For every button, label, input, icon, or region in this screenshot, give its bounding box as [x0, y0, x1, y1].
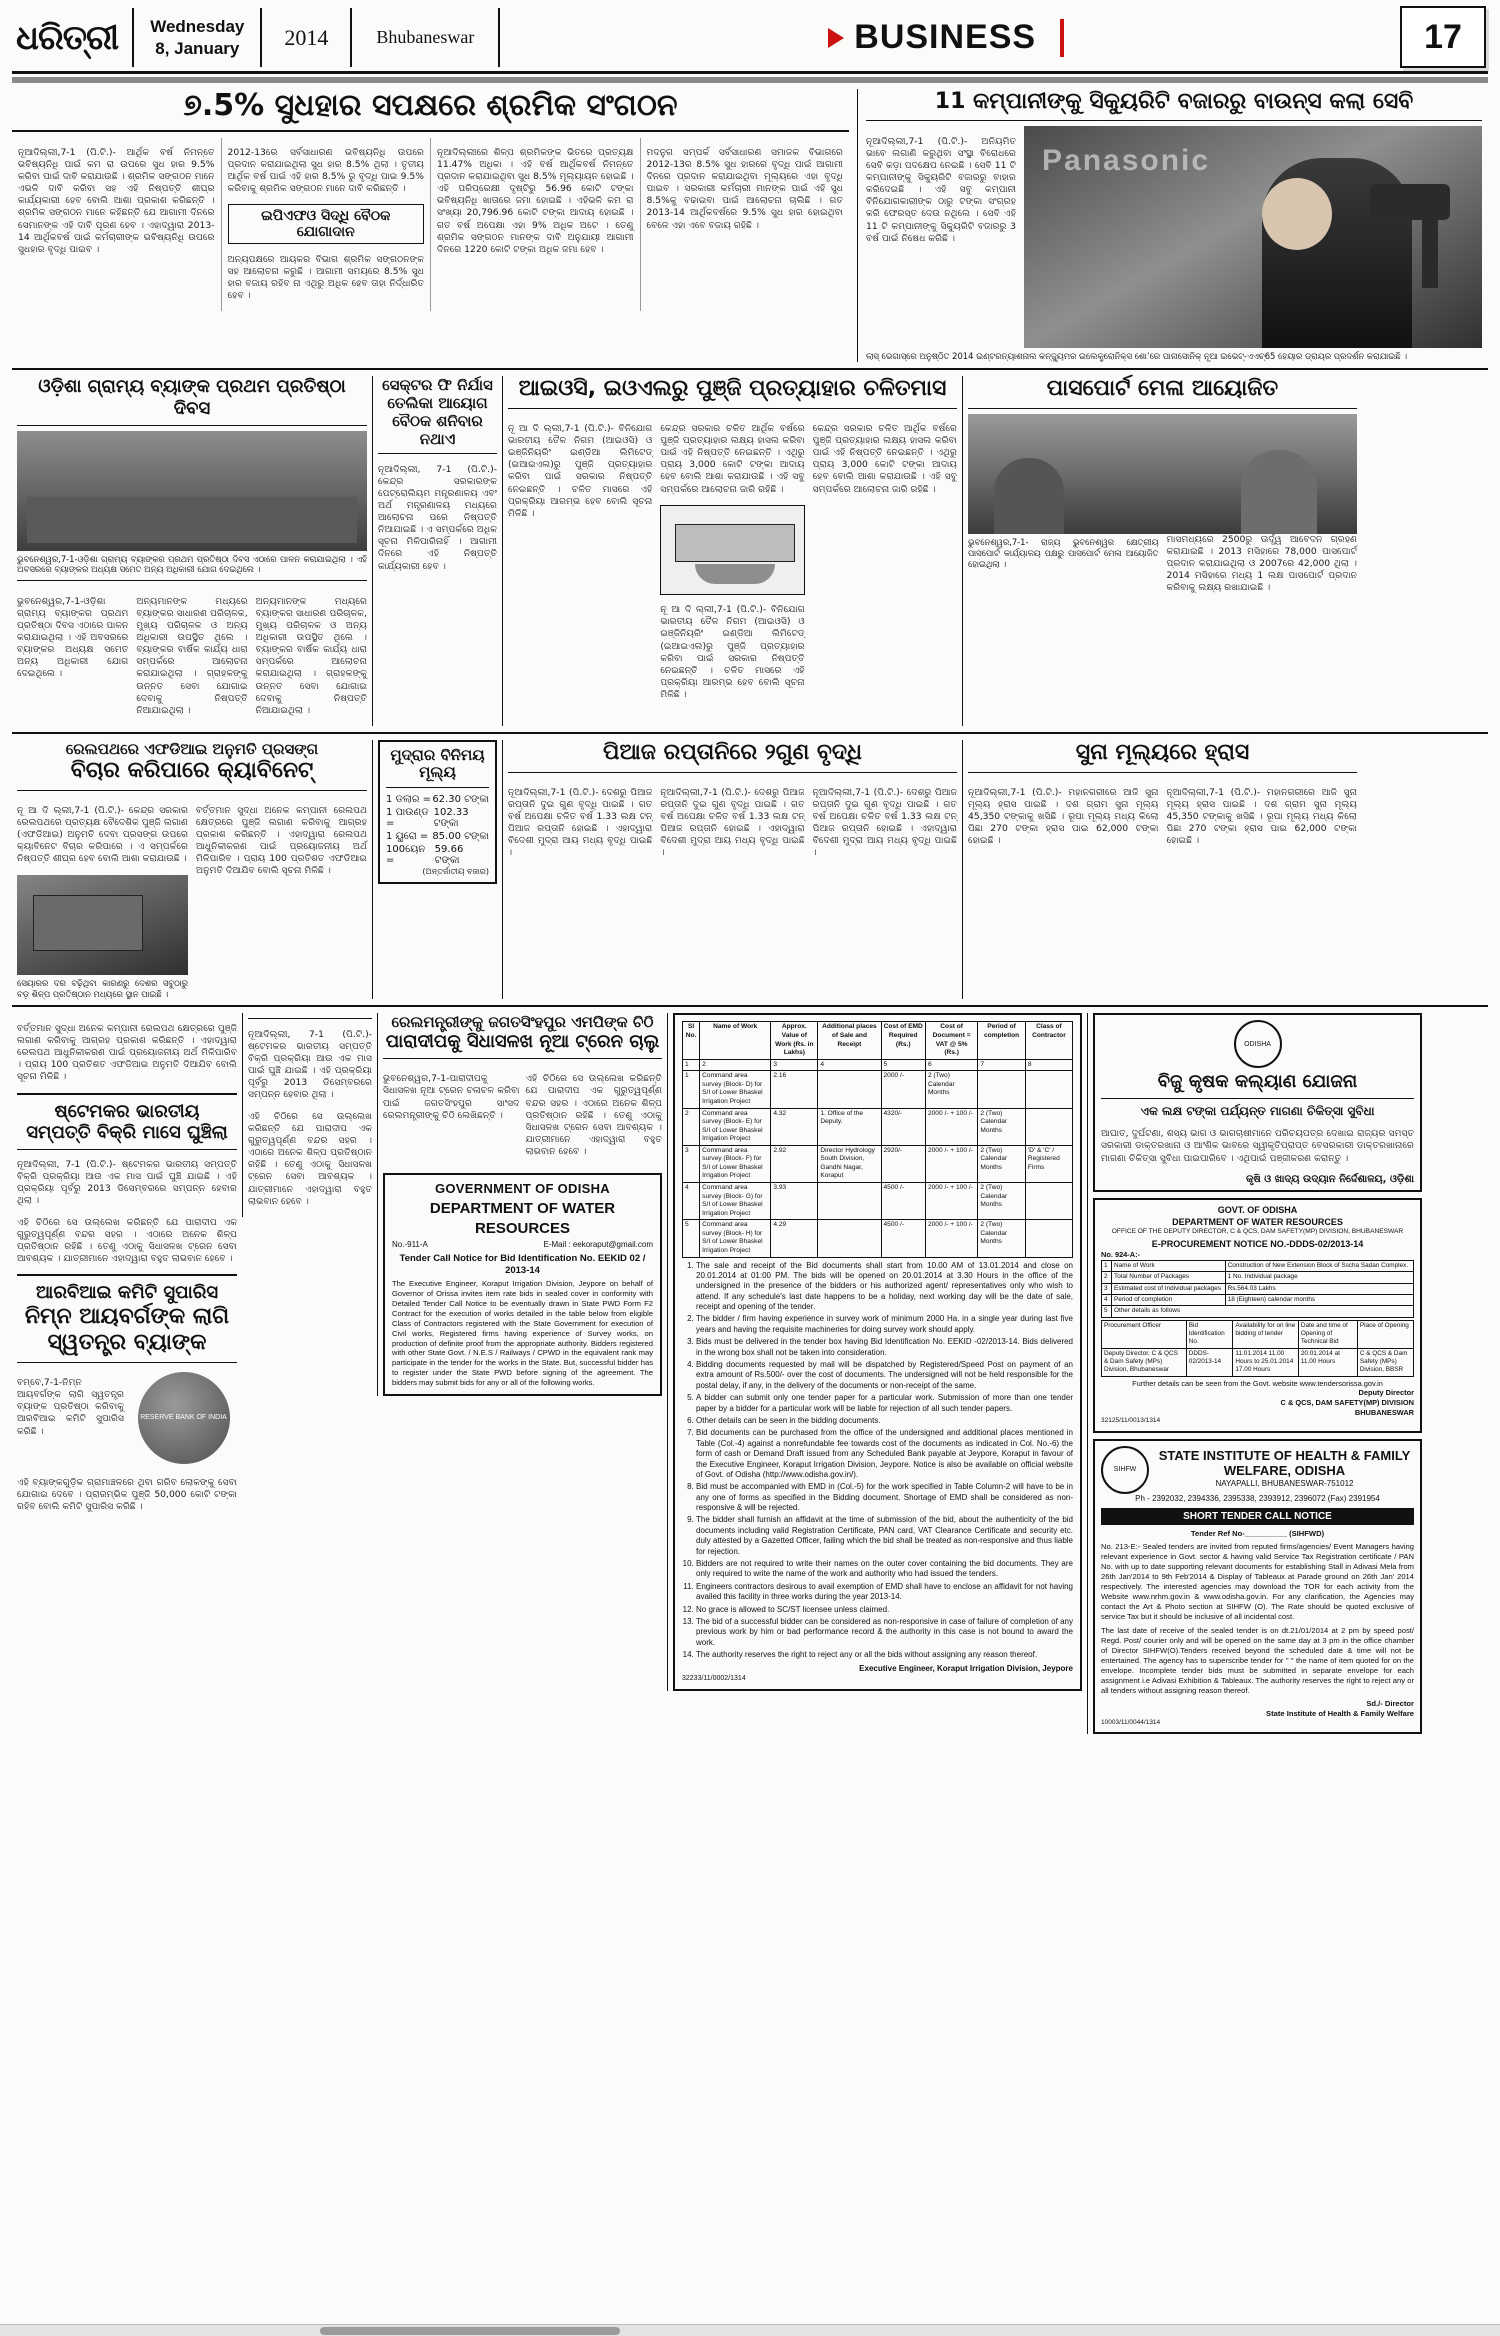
panasonic-photo: Panasonic: [1024, 126, 1482, 348]
fx-box: [378, 740, 497, 884]
infra-body: ନୂଆଦିଲ୍ଲୀ, 7-1 (ପି.ଟି.)- ଷ୍ଟେମକର ଭାରତୀୟ ସମ୍ପତ୍ତି ବିକ୍ରି ପ୍ରକ୍ରିୟା ଆଉ ଏକ ମାସ ପାଇଁ ଘୁଞ୍ଚି ଯାଇଛି । ଏହି ପ୍ରକ୍ରିୟା ପୂର୍ବରୁ 2013 ଡିସେମ୍ବରରେ ସମ୍ପନ୍ନ ହେବାର ଥିଲା ।: [248, 1028, 372, 1101]
th: Date and time of Opening of Technical Bid: [1298, 1320, 1357, 1348]
tender-signature: Executive Engineer, Koraput Irrigation Division, Jeypore: [859, 1663, 1073, 1673]
td: 2 (Two) Calendar Months: [978, 1183, 1026, 1220]
tender-clauses: [682, 1261, 1073, 1661]
onion-body-1: ନୂଆଦିଲ୍ଲୀ,7-1 (ପି.ଟି.)- ଦେଶରୁ ପିଆଜ ରପ୍ତାନି ଦୁଇ ଗୁଣ ବୃଦ୍ଧି ପାଇଛି । ଗତ ବର୍ଷ ଅପେକ୍ଷା ଚଳିତ ବର୍ଷ 1.33 ଲକ୍ଷ ଟନ୍ ପିଆଜ ରପ୍ତାନି ହୋଇଛି । ଏହାଦ୍ୱାରା ବିଦେଶୀ ମୁଦ୍ରା ଆୟ ମଧ୍ୟ ବୃଦ୍ଧି ପାଇଛି ।: [508, 786, 653, 859]
newspaper-logo: ଧରିତ୍ରୀ: [12, 8, 134, 67]
table-row: [1102, 1272, 1414, 1283]
rail-fdi-body-2: ବର୍ତ୍ତମାନ ସୁଦ୍ଧା ଅନେକ କମ୍ପାନୀ ରେଲପଥ କ୍ଷେତ୍ରରେ ପୁଞ୍ଜି ଲଗାଣ କରିବାକୁ ଆଗ୍ରହ ପ୍ରକାଶ କରିଛନ୍ତି । ଏହାଦ୍ୱାରା ରେଲପଥ ଆଧୁନିକୀକରଣ ପାଇଁ ପ୍ରୟୋଜନୀୟ ଅର୍ଥ ମିଳିପାରିବ । ପ୍ରାୟ 100 ପ୍ରତିଶତ ଏଫଡିଆଇ ଅନୁମତି ଦିଆଯିବ ବୋଲି ସୂଚନା ମିଳିଛି ।: [196, 804, 367, 877]
lead-col2: 2012-13ରେ ସର୍ବସାଧାରଣ ଭବିଷ୍ୟନିଧି ଉପରେ ପ୍ରଦାନ କରାଯାଇଥିଲା ସୁଧ ହାର 8.5% ଥିଲା । ତୃତୀୟ ଆର୍ଥିକ ବର୍ଷ ପାଇଁ ଏହି ହାର 8.5% ରୁ ବୃଦ୍ଧି ପାଇ 9.5% କରିବାକୁ ଶ୍ରମିକ ସଙ୍ଗଠନ ମାନେ ଦାବି କରିଛନ୍ତି ।: [227, 146, 424, 195]
td: 'D' & 'C' / Registered Firms: [1025, 1145, 1072, 1182]
th: Place of Opening: [1357, 1320, 1413, 1348]
ioc-body-2: କେନ୍ଦ୍ର ସରକାର ଚଳିତ ଆର୍ଥିକ ବର୍ଷରେ ପୁଞ୍ଜି ପ୍ରତ୍ୟାହାର ଲକ୍ଷ୍ୟ ହାସଲ କରିବା ପାଇଁ ଏହି ନିଷ୍ପତ୍ତି ନେଇଛନ୍ତି । ଏଥିରୁ ପ୍ରାୟ 3,000 କୋଟି ଟଙ୍କା ଆଦାୟ ହେବ ବୋଲି ଆଶା କରାଯାଉଛି । ଏହି ସବୁ ସମ୍ପର୍କରେ ଆଲୋଚନା ଜାରି ରହିଛି ।: [660, 422, 805, 495]
panasonic-body: ନୂଆଦିଲ୍ଲୀ,7-1 (ପି.ଟି.)- ଅନିୟମିତ ଭାବେ ଲଗାଣି କରୁଥିବା ସଂସ୍ଥା ବିରୋଧରେ ସେବି କଡ଼ା ପଦକ୍ଷେପ ନେଇଛି । ସେବି 11 ଟି କମ୍ପାନୀଙ୍କୁ ସିକ୍ୟୁରିଟି ବଜାରରୁ ବାହାର କରିଦେଇଛି । ଏହି ସବୁ କମ୍ପାନୀ ବିନିଯୋଗକାରୀଙ୍କ ଠାରୁ ଟଙ୍କା ସଂଗ୍ରହ କରି ଫେରସ୍ତ ଦେଉ ନଥିଲେ । ସେବି ଏହି 11 ଟି କମ୍ପାନୀଙ୍କୁ ସିକ୍ୟୁରିଟି ବଜାରରୁ 3 ବର୍ଷ ପାଇଁ ନିଷେଧ କରିଛି ।: [866, 135, 1016, 244]
td: 2000 /-: [881, 1071, 925, 1108]
sihfw-sig-1: Sd./- Director: [1366, 1698, 1414, 1708]
masthead-rule: [12, 77, 1488, 83]
tender-notice: [383, 1173, 662, 1395]
td: 4500 /-: [881, 1183, 925, 1220]
lead-col4: ମଦନୁଗ ସମ୍ପର୍କ ସର୍ବସାଧାରଣ ସମାଜକ ବିଭାଗରେ 2012-13ର 8.5% ସୁଧ ହାରରେ ବୃଦ୍ଧି ପାଇଁ ଆଗାମୀ ଦିନରେ ପ୍ରଦାନ କରାଯାଇଥିବା ମୂଲ୍ୟରେ ଏହା ବୃଦ୍ଧି ପାଇବ । ସରକାରୀ କର୍ମଚାରୀ ମାନଙ୍କ ପାଇଁ ଏହି ସୁଧ 8.5%କୁ ବଢାଇବା ପାଇଁ ଆଲୋଚନା ଚାଲିଛି । ଗତ 2013-14 ଆର୍ଥିକବର୍ଷରେ 9.5% ସୁଧ ହାର ହୋଇଥିବା ବେଳେ ଏହା ଏବେ ବଜାୟ ରହିଛି ।: [646, 146, 843, 231]
ioc-headline: ଆଇଓସି, ଇଓଏଲରୁ ପୁଞ୍ଜି ପ୍ରତ୍ୟାହାର ଚଳିତମାସ: [518, 376, 947, 402]
td: 5: [1102, 1306, 1112, 1317]
table-row: [1102, 1295, 1414, 1306]
scrollbar-thumb[interactable]: [320, 2327, 620, 2335]
td: [818, 1071, 881, 1108]
td: 2: [1102, 1272, 1112, 1283]
tender-gov: GOVERNMENT OF ODISHA: [434, 1181, 610, 1197]
panasonic-caption: ଲାସ୍ ଭେଗାସ୍‌ରେ ଅନୁଷ୍ଠିତ 2014 ଇଣ୍ଟରନ୍ୟାଶନାଲ କନ୍ଜ୍ୟୁମର ଇଲେକ୍ଟ୍ରୋନିକ୍ସ ଶୋ’ରେ ପାନାସୋନିକ୍ ନୂଆ ଇଭେଟ୍-ଏଏଚ୍65 ହେୟାର ଡ୍ରାୟର ପ୍ରଦର୍ଶନ କରାଯାଇଛି ।: [866, 351, 1407, 362]
scrollbar[interactable]: [0, 2324, 1500, 2336]
td: 2: [683, 1108, 700, 1145]
td: 3: [1102, 1283, 1112, 1294]
tender-clause: 9. The bidder shall furnish an affidavit at the time of submission of the bid, about the authenticity of the bid documents including valid Registration Certificate, PAN card, VAT Clearance Certificate and security etc. duly attested by a Gazetted Officer, failing which the bid shall be treated as non-responsive and thus liable for rejection.: [696, 1515, 1073, 1557]
td: 4: [1102, 1295, 1112, 1306]
rail-fdi-body: ନୂ ଆ ଦି ଲ୍ଲୀ,7-1 (ପି.ଟି.)- କେନ୍ଦ୍ର ସରକାର ରେଲପଥରେ ପ୍ରତ୍ୟକ୍ଷ ବୈଦେଶିକ ପୁଞ୍ଜି ଲଗାଣ (ଏଫଡିଆଇ) ଅନୁମତି ଦେବା ପ୍ରସଙ୍ଗ ଉପରେ କ୍ୟାବିନେଟ ବିଚାର କରିପାରେ । ଏ ସମ୍ପର୍କରେ ନିଷ୍ପତ୍ତି ଶୀଘ୍ର ହେବ ବୋଲି ଆଶା କରାଯାଉଛି ।: [17, 804, 188, 865]
td: 18 (Eighteen) calendar months: [1225, 1295, 1413, 1306]
rail-fdi-headline: ବିଚାର କରିପାରେ କ୍ୟାବିନେଟ୍: [70, 758, 314, 784]
tender-dept: DEPARTMENT OF WATER RESOURCES: [429, 1200, 616, 1237]
section-name: BUSINESS: [854, 18, 1037, 56]
paradip-headline: ପାରାଦୀପକୁ ସିଧାସଳଖ ନୂଆ ଟ୍ରେନ ଚାଲୁ: [385, 1031, 660, 1053]
red-divider: [1060, 19, 1064, 57]
paradip-body: ଭୁବନେଶ୍ୱର,7-1-ପାରାଦୀପକୁ ସିଧାସଳଖ ନୂଆ ଟ୍ରେନ ଚଳାଚଳ କରିବା ପାଇଁ ଜଗତସିଂହପୁର ସାଂସଦ ରେଲମନ୍ତ୍ରୀଙ୍କୁ ଚିଠି ଲେଖିଛନ୍ତି ।: [383, 1073, 520, 1121]
onion-body-2: ନୂଆଦିଲ୍ଲୀ,7-1 (ପି.ଟି.)- ଦେଶରୁ ପିଆଜ ରପ୍ତାନି ଦୁଇ ଗୁଣ ବୃଦ୍ଧି ପାଇଛି । ଗତ ବର୍ଷ ଅପେକ୍ଷା ଚଳିତ ବର୍ଷ 1.33 ଲକ୍ଷ ଟନ୍ ପିଆଜ ରପ୍ତାନି ହୋଇଛି । ଏହାଦ୍ୱାରା ବିଦେଶୀ ମୁଦ୍ରା ଆୟ ମଧ୍ୟ ବୃଦ୍ଧି ପାଇଛି ।: [660, 786, 805, 859]
tender-table-block: [673, 1013, 1082, 1691]
table-row: [683, 1071, 1073, 1108]
epfo-box: [228, 204, 425, 244]
fx-footnote: (ଅନ୍ତର୍ଜାତୀୟ ବଜାର): [422, 866, 489, 876]
td: [1025, 1220, 1072, 1257]
td: Total Number of Packages: [1112, 1272, 1226, 1283]
td: [1025, 1071, 1072, 1108]
stemcor-body: ନୂଆଦିଲ୍ଲୀ, 7-1 (ପି.ଟି.)- ଷ୍ଟେମକର ଭାରତୀୟ ସମ୍ପତ୍ତି ବିକ୍ରି ପ୍ରକ୍ରିୟା ଆଉ ଏକ ମାସ ପାଇଁ ଘୁଞ୍ଚି ଯାଇଛି । ଏହି ପ୍ରକ୍ରିୟା ପୂର୍ବରୁ 2013 ଡିସେମ୍ବରରେ ସମ୍ପନ୍ନ ହେବାର ଥିଲା ।: [17, 1158, 237, 1207]
td: 20.01.2014 at 11.00 Hours: [1298, 1348, 1357, 1376]
tender-clause: 10. Bidders are not required to write their names on the outer cover containing the bid documents. They are only required to write the name of the work and authority who had issued the tenders.: [696, 1559, 1073, 1580]
year: 2014: [262, 8, 352, 67]
rbi-body: ବମ୍ବେ,7-1-ନିମ୍ନ ଆୟବର୍ଗଙ୍କ ଲାଗି ସ୍ୱତନ୍ତ୍ର ବ୍ୟାଙ୍କ ପ୍ରତିଷ୍ଠା କରିବାକୁ ଆରବିଆଇ କମିଟି ସୁପାରିସ କରିଛି ।: [17, 1376, 124, 1437]
infra-body-2: ଏହି ଚିଠିରେ ସେ ଉଲ୍ଲେଖ କରିଛନ୍ତି ଯେ ପାରାଦୀପ ଏକ ଗୁରୁତ୍ୱପୂର୍ଣ୍ଣ ବନ୍ଦର ସହର । ଏଠାରେ ଅନେକ ଶିଳ୍ପ ପ୍ରତିଷ୍ଠାନ ରହିଛି । ତେଣୁ ଏଠାକୁ ସିଧାସଳଖ ଟ୍ରେନ ସେବା ଆବଶ୍ୟକ । ଯାତ୍ରୀମାନେ ଏହାଦ୍ୱାରା ବହୁତ ଲାଭବାନ ହେବେ ।: [248, 1110, 372, 1207]
td: 2000 /- + 100 /-: [925, 1145, 977, 1182]
td: [818, 1220, 881, 1257]
krushak-sub: ଏକ ଲକ୍ଷ ଟଙ୍କା ପର୍ଯ୍ୟନ୍ତ ମାଗଣା ଚିକିତ୍ସା ସୁବିଧା: [1140, 1104, 1375, 1119]
th: Additional places of Sale and Receipt: [818, 1022, 881, 1059]
weekday: Wednesday: [150, 17, 245, 37]
eproc-details-table: [1101, 1260, 1414, 1318]
sihfw-bar-heading: SHORT TENDER CALL NOTICE: [1101, 1508, 1414, 1525]
tender-clause: 14. The authority reserves the right to reject any or all the bids without assigning any reason thereof.: [696, 1650, 1073, 1660]
ogb-body-c: ଅନ୍ୟମାନଙ୍କ ମଧ୍ୟରେ ବ୍ୟାଙ୍କର ସାଧାରଣ ପରିଚାଳକ, ମୁଖ୍ୟ ପରିଚାଳକ ଓ ଅନ୍ୟ ଅଧିକାରୀ ଉପସ୍ଥିତ ଥିଲେ । ବ୍ୟାଙ୍କର ବାର୍ଷିକ କାର୍ଯ୍ୟ ଧାରା ସମ୍ପର୍କରେ ଆଲୋଚନା କରାଯାଇଥିଲା । ଗ୍ରାହକଙ୍କୁ ଉନ୍ନତ ସେବା ଯୋଗାଇ ଦେବାକୁ ନିଷ୍ପତ୍ତି ନିଆଯାଇଥିଲା ।: [255, 595, 367, 716]
rbi-logo-text: RESERVE BANK OF INDIA: [140, 1413, 227, 1421]
td: 4320/-: [881, 1108, 925, 1145]
rail-fdi-kicker: ରେଲପଥରେ ଏଫଡିଆଇ ଅନୁମତି ପ୍ରସଙ୍ଗ: [65, 740, 319, 759]
td: Construction of New Extension Block of Sscha Sadan Complex.: [1225, 1261, 1413, 1272]
date-block: [134, 8, 262, 67]
tender-clause: 4. Bidding documents requested by mail will be dispatched by Registered/Speed Post on payment of an extra amount of Rs.500/- over the cost of documents. The undersigned will not be held responsible for the postal delay, if any, in the delivery of the documents or non-receipt of the same.: [696, 1360, 1073, 1391]
td: Period of completion: [1112, 1295, 1226, 1306]
table-header-row: [683, 1022, 1073, 1059]
sihfw-phone: Ph - 2392032, 2394336, 2395338, 2393912, 2396072 (Fax) 2391954: [1135, 1493, 1380, 1503]
ioc-illustration: [660, 505, 804, 595]
th: Class of Contractor: [1025, 1022, 1072, 1059]
td: 8: [1025, 1059, 1072, 1071]
td: 2: [700, 1059, 771, 1071]
td: 1: [683, 1071, 700, 1108]
odisha-emblem-icon: ODISHA: [1234, 1020, 1282, 1068]
td: 2.16: [771, 1071, 818, 1108]
rbi-body-2: ଏହି ବ୍ୟାଙ୍କଗୁଡ଼ିକ ଗ୍ରାମାଞ୍ଚଳରେ ଥିବା ଗରିବ ଲୋକଙ୍କୁ ସେବା ଯୋଗାଇ ଦେବେ । ପ୍ରାରମ୍ଭିକ ପୁଞ୍ଜି 50,000 କୋଟି ଟଙ୍କା ରହିବ ବୋଲି କମିଟି ସୁପାରିସ କରିଛି ।: [17, 1476, 237, 1513]
edition-city: Bhubaneswar: [352, 8, 500, 67]
tender-title: Tender Call Notice for Bid Identification No. EEKID 02 / 2013-14: [399, 1252, 646, 1277]
paradip-body-2: ଏହି ଚିଠିରେ ସେ ଉଲ୍ଲେଖ କରିଛନ୍ତି ଯେ ପାରାଦୀପ ଏକ ଗୁରୁତ୍ୱପୂର୍ଣ୍ଣ ବନ୍ଦର ସହର । ଏଠାରେ ଅନେକ ଶିଳ୍ପ ପ୍ରତିଷ୍ଠାନ ରହିଛି । ତେଣୁ ଏଠାକୁ ସିଧାସଳଖ ଟ୍ରେନ ସେବା ଆବଶ୍ୟକ । ଯାତ୍ରୀମାନେ ଏହାଦ୍ୱାରା ବହୁତ ଲାଭବାନ ହେବେ ।: [525, 1073, 662, 1158]
tender-clause: 1. The sale and receipt of the Bid documents shall start from 10.00 AM of 13.01.2014 and close on 20.01.2014 at 01:00 PM. The bids will be opened on 20.01.2014 at 3.30 Hours in the office of the undersigned in the presence of the bidders or his authorized agent/ representatives only who wish to attend. If any schedule's last date happens to be a holiday, next working day will be the date of sale, receipt and opening of the tender.: [696, 1261, 1073, 1313]
td: 1: [1102, 1261, 1112, 1272]
td: Director Hydrology South Division, Gandhi Nagar, Koraput: [818, 1145, 881, 1182]
eproc-office: OFFICE OF THE DEPUTY DIRECTOR, C & QCS, DAM SAFETY(MP) DIVISION, BHUBANESWAR: [1111, 1228, 1404, 1236]
krushak-body: ଆଘାତ, ଦୁର୍ଘଟଣା, ଶସ୍ୟ ଭାଗ ଓ ଭାଗଚାଷୀମାନେ ପରିଚୟପତ୍ର ଦେଖାଇ ରାଜ୍ୟର ସମସ୍ତ ସରକାରୀ ଡାକ୍ତରଖାନା ଓ ଆଂଶିକ ଭାବରେ ସ୍ୱୀକୃତିପ୍ରାପ୍ତ ବେସରକାରୀ ଡାକ୍ତରଖାନାରେ ମାଗଣା ଚିକିତ୍ସା ସୁବିଧା ପାଇପାରିବେ । ଏଥିପାଇଁ ପଞ୍ଜୀକରଣ କରାନ୍ତୁ ।: [1101, 1128, 1414, 1164]
td: 5: [881, 1059, 925, 1071]
tender-table: [682, 1021, 1073, 1257]
td: 4: [683, 1183, 700, 1220]
td: [1025, 1108, 1072, 1145]
td: DDDS-02/2013-14: [1186, 1348, 1233, 1376]
td: Other details as follows: [1112, 1306, 1414, 1317]
ogb-caption: ଭୁବନେଶ୍ୱର,7-1-ଓଡ଼ିଶା ଗ୍ରାମ୍ୟ ବ୍ୟାଙ୍କର ପ୍ରଥମ ପ୍ରତିଷ୍ଠା ଦିବସ ଏଠାରେ ପାଳନ କରାଯାଇଥିଲା । ଏହି ଅବସରରେ ବ୍ୟାଙ୍କର ଅଧ୍ୟକ୍ଷ ସମେତ ଅନ୍ୟ ଅଧିକାରୀ ଯୋଗ ଦେଇଥିଲେ ।: [17, 553, 367, 575]
passport-photo: [968, 414, 1357, 534]
rail-extra-body: ବର୍ତ୍ତମାନ ସୁଦ୍ଧା ଅନେକ କମ୍ପାନୀ ରେଲପଥ କ୍ଷେତ୍ରରେ ପୁଞ୍ଜି ଲଗାଣ କରିବାକୁ ଆଗ୍ରହ ପ୍ରକାଶ କରିଛନ୍ତି । ଏହାଦ୍ୱାରା ରେଲପଥ ଆଧୁନିକୀକରଣ ପାଇଁ ପ୍ରୟୋଜନୀୟ ଅର୍ଥ ମିଳିପାରିବ । ପ୍ରାୟ 100 ପ୍ରତିଶତ ଏଫଡିଆଇ ଅନୁମତି ଦିଆଯିବ ବୋଲି ସୂଚନା ମିଳିଛି ।: [17, 1022, 237, 1083]
fx-title: ମୁଦ୍ରାର ବିନିମୟ ମୂଲ୍ୟ: [390, 746, 485, 782]
fx-value: 85.00 ଟଙ୍କା: [432, 830, 489, 842]
panasonic-headline: 11 କମ୍ପାନୀଙ୍କୁ ସିକ୍ୟୁରିଟି ବଜାରରୁ ବାଉନ୍ସ କଲା ସେବି: [934, 89, 1414, 114]
lead-col3: ନୂଆଦିଲ୍ଲୀରେ ଶିଳ୍ପ ଶ୍ରମିକଙ୍କ ଭିତରେ ପ୍ରତ୍ୟକ୍ଷ 11.47% ଅଧିକା । ଏହି ବର୍ଷ ଆର୍ଥିକବର୍ଷ ନିମନ୍ତେ ପ୍ରଦାନ କରାଯାଇଥିବା ସୁଧ 8.5% ମୂଲ୍ୟାୟନ ହୋଇଛି । ଏହି ପରିପ୍ରେକ୍ଷୀ ଦୃଷ୍ଟିରୁ 56.96 କୋଟି ଟଙ୍କା ଭବିଷ୍ୟନିଧି ଖାତାରେ ଜମା ହୋଇଛି । ଏହିଭଳି କମ ରା ସଂଖ୍ୟା 20,796.96 କୋଟି ଟଙ୍କା ଆଦାୟ ହୋଇଛି । ଗତ ବର୍ଷ ଅପେକ୍ଷା ଏହା 9% ଅଧିକ ଅଟେ । ତେଣୁ ଶ୍ରମିକ ସଙ୍ଗଠନ ମାନଙ୍କ ଦାବି ଅନୁଯାୟୀ ଆଗାମୀ ଦିନରେ 1220 କୋଟି ଟଙ୍କା ଅଧିକ ଜମା ହେବ ।: [437, 146, 634, 255]
table-row: [683, 1145, 1073, 1182]
td: 1: [683, 1059, 700, 1071]
fx-value: 62.30 ଟଙ୍କା: [432, 793, 489, 805]
krushak-sign: କୃଷି ଓ ଖାଦ୍ୟ ଉଦ୍ୟାନ ନିର୍ଦ୍ଦେଶାଳୟ, ଓଡ଼ିଶା: [1246, 1173, 1414, 1185]
lead-col2b: ଅନ୍ୟପକ୍ଷରେ ଆୟକର ବିଭାଗ ଶ୍ରମିକ ସଙ୍ଗଠନଙ୍କ ସହ ଆଲୋଚନା କରୁଛି । ଆଗାମୀ ସମୟରେ 8.5% ସୁଧ ହାର ବଜାୟ ରହିବ ନା ଏଥିରୁ ଅଧିକ ହେବ ତାହା ନିର୍ଦ୍ଧାରିତ ହେବ ।: [227, 253, 424, 302]
td: C & QCS & Dam Safety (MPs) Division, BBSR: [1357, 1348, 1413, 1376]
td: Rs.564.03 Lakhs: [1225, 1283, 1413, 1294]
td: 2 (Two) Calendar Months: [978, 1145, 1026, 1182]
masthead: [12, 8, 1488, 74]
td: 3.93: [771, 1183, 818, 1220]
fx-label: 1 ଡଲାର =: [386, 793, 431, 805]
td: 2 (Two) Calendar Months: [925, 1071, 977, 1108]
eproc-dept: DEPARTMENT OF WATER RESOURCES: [1172, 1216, 1343, 1227]
th: Cost of EMD Required (Rs.): [881, 1022, 925, 1059]
section-tag: [500, 8, 1392, 67]
ioc-body-1: ନୂ ଆ ଦି ଲ୍ଲୀ,7-1 (ପି.ଟି.)- ବିନିଯୋଗ ଭାରତୀୟ ତୈଳ ନିଗମ (ଆଇଓସି) ଓ ଇଞ୍ଜିନିୟରିଂ ଇଣ୍ଡିଆ ଲିମିଟେଡ୍ (ଇଆଇଏଲ)ରୁ ପୁଞ୍ଜି ପ୍ରତ୍ୟାହାର କରିବା ପାଇଁ ସରକାର ନିଷ୍ପତ୍ତି ନେଇଛନ୍ତି । ଚଳିତ ମାସରେ ଏହି ପ୍ରକ୍ରିୟା ଆରମ୍ଭ ହେବ ବୋଲି ସୂଚନା ମିଳିଛି ।: [508, 422, 653, 519]
onion-headline: ପିଆଜ ରପ୍ତାନିରେ ୨ଗୁଣ ବୃଦ୍ଧି: [603, 740, 862, 766]
eproc-sig1: Deputy Director: [1358, 1388, 1414, 1398]
sihfw-tender-ref: Tender Ref No-__________ (SIHFWD): [1190, 1529, 1325, 1539]
td: 11.01.2014 11.00 Hours to 25.01.2014 17.00 Hours: [1233, 1348, 1298, 1376]
td: Estimated cost of Individual packages: [1112, 1283, 1226, 1294]
onion-body-3: ନୂଆଦିଲ୍ଲୀ,7-1 (ପି.ଟି.)- ଦେଶରୁ ପିଆଜ ରପ୍ତାନି ଦୁଇ ଗୁଣ ବୃଦ୍ଧି ପାଇଛି । ଗତ ବର୍ଷ ଅପେକ୍ଷା ଚଳିତ ବର୍ଷ 1.33 ଲକ୍ଷ ଟନ୍ ପିଆଜ ରପ୍ତାନି ହୋଇଛି । ଏହାଦ୍ୱାରା ବିଦେଶୀ ମୁଦ୍ରା ଆୟ ମଧ୍ୟ ବୃଦ୍ଧି ପାଇଛି ।: [812, 786, 957, 859]
table-row: [683, 1108, 1073, 1145]
td: 3: [771, 1059, 818, 1071]
td: 5: [683, 1220, 700, 1257]
th: Cost of Document = VAT @ 5% (Rs.): [925, 1022, 977, 1059]
tender-clause: 2. The bidder / firm having experience in survey work of minimum 2000 Ha. in a single year during last five years and having the requisite machineries for doing survey work should apply.: [696, 1314, 1073, 1335]
td: 4500 /-: [881, 1220, 925, 1257]
td: 1 No. Individual package: [1225, 1272, 1413, 1283]
passport-caption: ଭୁବନେଶ୍ୱର,7-1- ରାଜ୍ୟ ଭୁବନେଶ୍ୱର କ୍ଷେତ୍ରୀୟ ପାସପୋର୍ଟ କାର୍ଯ୍ୟାଳୟ ପକ୍ଷରୁ ପାସପୋର୍ଟ ମେଳା ଆୟୋଜିତ ହୋଇଥିଲା ।: [968, 536, 1159, 569]
ogb-body-b: ଅନ୍ୟମାନଙ୍କ ମଧ୍ୟରେ ବ୍ୟାଙ୍କର ସାଧାରଣ ପରିଚାଳକ, ମୁଖ୍ୟ ପରିଚାଳକ ଓ ଅନ୍ୟ ଅଧିକାରୀ ଉପସ୍ଥିତ ଥିଲେ । ବ୍ୟାଙ୍କର ବାର୍ଷିକ କାର୍ଯ୍ୟ ଧାରା ସମ୍ପର୍କରେ ଆଲୋଚନା କରାଯାଇଥିଲା । ଗ୍ରାହକଙ୍କୁ ଉନ୍ନତ ସେବା ଯୋଗାଇ ଦେବାକୁ ନିଷ୍ପତ୍ତି ନିଆଯାଇଥିଲା ।: [136, 595, 248, 716]
play-triangle-icon: [828, 28, 844, 48]
page-number: 17: [1400, 6, 1486, 68]
td: 2920/-: [881, 1145, 925, 1182]
th: Procurement Officer: [1102, 1320, 1187, 1348]
td: 2 (Two) Calendar Months: [978, 1220, 1026, 1257]
lead-story: [12, 89, 1488, 362]
rbi-kicker: ଆରବିଆଇ କମିଟି ସୁପାରିସ: [35, 1282, 219, 1304]
td: 2.92: [771, 1145, 818, 1182]
lead-col1: ନୂଆଦିଲ୍ଲୀ,7-1 (ପି.ଟି.)- ଆର୍ଥିକ ବର୍ଷ ନିମନ୍ତେ ଭବିଷ୍ୟନିଧି ପାଇଁ କମ ରା ଉପରେ ସୁଧ ହାର 9.5% କରିବା ପାଇଁ ଦାବି କରାଯାଉଛି । ଶ୍ରମିକ ସଙ୍ଗଠନ ମାନେ ଏଭଳି ଦାବି କରିବା ସହ ଏହି ନିଷ୍ପତ୍ତି ଶୀଘ୍ର କାର୍ଯ୍ୟକାରୀ ହେବ ବୋଲି ଆଶା ପ୍ରକାଶ କରିଛନ୍ତି । ଶ୍ରମିକ ସଙ୍ଗଠନ ମାନେ କହିଛନ୍ତି ଯେ ଆଗାମୀ ଦିନରେ ସେମାନଙ୍କ ଏହି ଦାବି ପୂରଣ ହେବ । ଏହାଦ୍ୱାରା 2013-14 ଆର୍ଥିକବର୍ଷ ପାଇଁ କର୍ମଚାରୀଙ୍କ ଭବିଷ୍ୟନିଧି ଉପରେ ସୁଧହାର ବୃଦ୍ଧି ପାଇବ ।: [18, 146, 215, 255]
td: 2000 /- + 100 /-: [925, 1220, 977, 1257]
eproc-notice: [1093, 1198, 1422, 1433]
td: Name of Work: [1112, 1261, 1226, 1272]
rbi-headline: ନିମ୍ନ ଆୟବର୍ଗଙ୍କ ଲାଗି ସ୍ୱତନ୍ତ୍ର ବ୍ୟାଙ୍କ: [24, 1303, 230, 1356]
th: Sl No.: [683, 1022, 700, 1059]
sihfw-body-1: No. 213-E:- Sealed tenders are invited from reputed firms/agencies/ Event Managers having relevant experience in Govt. sector & having valid Service Tax Registration certificate / PAN No. with up to date supporting relevant documents for establishing Stall in Adivasi Mela from 26th Jan'2014 to 9th Feb'2014 & Display of Tableaux at Parade ground on 26th Jan' 2014 respectively. The interested agencies may download the TOR for each activity from the Website www.nrhm.gov.in & www.odisha.gov.in. For any clarification, the Agencies may contact the Art & Photo section at SIHFW (O). The Rate should be quoted exclusive of service Tax but it should be inclusive of all incidental cost.: [1101, 1542, 1414, 1622]
telco-headline: ସେକ୍ଟର ଫି ନିର୍ଯାସ ତେଲିକା ଆୟୋଗ ବୈଠକ ଶନିବାର ନଥାଏ: [382, 376, 493, 449]
krushak-ad: [1093, 1013, 1422, 1191]
tender-clause: 5. A bidder can submit only one tender paper for a particular work. Submission of more than one tender paper by a bidder for a particular work will be liable for rejection of all such tender papers.: [696, 1393, 1073, 1414]
table-row: [1102, 1283, 1414, 1294]
table-row: [683, 1220, 1073, 1257]
table-row: [1102, 1261, 1414, 1272]
train-caption: ସେୟାରର ଦର ବଢ଼ିଥିବା କାରଣରୁ ଦେଶର ସବୁଠାରୁ ବଡ଼ ଶିଳ୍ପ ପ୍ରତିଷ୍ଠାନ ମଧ୍ୟରେ ସ୍ଥାନ ପାଇଛି ।: [17, 977, 188, 999]
page-number-wrap: [1392, 8, 1488, 67]
sihfw-emblem-icon: SIHFW: [1101, 1446, 1149, 1494]
gold-headline: ସୁନା ମୂଲ୍ୟରେ ହ୍ରାସ: [1075, 740, 1250, 766]
tender-intro: The Executive Engineer, Koraput Irrigation Division, Jeypore on behalf of Governor of Orissa invites item rate bids in sealed cover in conformity with Detailed Tender Call Notice to be eventually drawn in State PWD Form F2 Contract for the execution of works detailed in the table below from eligible Class of Contractors registered with the State Government for execution of Civil works, Registered firms having experience of Survey works, on production of definite proof from the appropriate authority. Bidders registered with other State Govt. / N.E.S / Railways / CPWD in the equivalent rank may participate in the tender for the works in the State. But, successful bidder has to register under the State PWD before signing of the agreement. The bidders may submit bids for any or all of the following works.: [392, 1279, 653, 1387]
eproc-schedule-table: [1101, 1320, 1414, 1377]
tender-clause: 8. Bid must be accompanied with EMD in (Col.-5) for the work specified in Table Column-2 will have to be in any one of forms as specified in the Bidding document. Shortage of EMD shall be considered as non-responsive & will be rejected.: [696, 1482, 1073, 1513]
row-4: [12, 1013, 1488, 1734]
lead-headline: ୭.5% ସୁଧହାର ସପକ୍ଷରେ ଶ୍ରମିକ ସଂଗଠନ: [183, 88, 678, 123]
row-2: [12, 376, 1488, 726]
td: Command area survey (Block- D) for S/I of Lower Bhaskel Irrigation Project: [700, 1071, 771, 1108]
eproc-title: E-PROCUREMENT NOTICE NO.-DDDS-02/2013-14: [1151, 1238, 1364, 1249]
tender-no: No.-911-A: [392, 1240, 428, 1250]
table-numrow: [683, 1059, 1073, 1071]
ioc-body-4: କେନ୍ଦ୍ର ସରକାର ଚଳିତ ଆର୍ଥିକ ବର୍ଷରେ ପୁଞ୍ଜି ପ୍ରତ୍ୟାହାର ଲକ୍ଷ୍ୟ ହାସଲ କରିବା ପାଇଁ ଏହି ନିଷ୍ପତ୍ତି ନେଇଛନ୍ତି । ଏଥିରୁ ପ୍ରାୟ 3,000 କୋଟି ଟଙ୍କା ଆଦାୟ ହେବ ବୋଲି ଆଶା କରାଯାଉଛି । ଏହି ସବୁ ସମ୍ପର୍କରେ ଆଲୋଚନା ଜାରି ରହିଛି ।: [812, 422, 957, 495]
paradip-kicker: ରେଲମନ୍ତ୍ରୀଙ୍କୁ ଜଗତସିଂହପୁର ଏମପିଙ୍କ ଚିଠି: [391, 1013, 654, 1032]
sihfw-sig-2: State Institute of Health & Family Welfare: [1266, 1708, 1414, 1718]
tender-clause: 6. Other details can be seen in the bidding documents.: [696, 1416, 1073, 1426]
th: Approx. Value of Work (Rs. in Lakhs): [771, 1022, 818, 1059]
date: 8, January: [155, 38, 240, 58]
sihfw-title: STATE INSTITUTE OF HEALTH & FAMILY WELFARE, ODISHA: [1158, 1448, 1411, 1479]
fx-row: [386, 806, 489, 830]
fx-value: 59.66 ଟଙ୍କା: [434, 843, 464, 866]
sihfw-address: NAYAPALLI, BHUBANESWAR-751012: [1215, 1479, 1354, 1489]
fx-row: [386, 843, 489, 867]
td: Command area survey (Block- H) for S/I of Lower Bhaskel Irrigation Project: [700, 1220, 771, 1257]
fx-label: 100ୟେନ =: [386, 843, 426, 866]
telco-body: ନୂଆଦିଲ୍ଲୀ, 7-1 (ପି.ଟି.)- କେନ୍ଦ୍ର ସରକାରଙ୍କ ପେଟ୍ରୋଲିୟମ ମନ୍ତ୍ରଣାଳୟ ଏବଂ ଅର୍ଥ ମନ୍ତ୍ରଣାଳୟ ମଧ୍ୟରେ ଆଲୋଚନା ପରେ ନିଷ୍ପତ୍ତି ନିଆଯାଇଛି । ଏ ସମ୍ପର୍କରେ ଅଧିକ ସୂଚନା ମିଳିପାରିନାହିଁ । ଆଗାମୀ ଦିନରେ ଏହି ନିଷ୍ପତ୍ତି କାର୍ଯ୍ୟକାରୀ ହେବ ।: [378, 463, 497, 572]
tender-clause: 7. Bid documents can be purchased from the office of the undersigned and additional places mentioned in Table (Col.-4) against a nonrefundable fee towards cost of the documents as indicated in Col. No.-6) the form of cash or Demand Draft issued from any Scheduled Bank payable at Jeypore, Koraput in favour of the Executive Engineer, Koraput Irrigation Division, Jeypore. Notice is also be available on official website of Govt. of Odisha (http://www.odisha.gov.in/).: [696, 1428, 1073, 1480]
eproc-sig2: C & QCS, DAM SAFETY(MP) DIVISION: [1280, 1397, 1414, 1407]
td: Deputy Director, C & QCS & Dam Safety (MPs) Division, Bhubaneswar: [1102, 1348, 1187, 1376]
td: 2000 /- + 100 /-: [925, 1183, 977, 1220]
sihfw-code: 10003/11/0044/1314: [1101, 1718, 1161, 1726]
krushak-title: ବିଜୁ କୃଷକ କଲ୍ୟାଣ ଯୋଜନା: [1157, 1071, 1358, 1093]
table-row: [683, 1183, 1073, 1220]
fx-row: [386, 793, 489, 806]
gold-body-2: ନୂଆଦିଲ୍ଲୀ,7-1 (ପି.ଟି.)- ମହାନଗରୀରେ ଆଜି ସୁନା ମୂଲ୍ୟ ହ୍ରାସ ପାଇଛି । ଦଶ ଗ୍ରାମ ସୁନା ମୂଲ୍ୟ 45,350 ଟଙ୍କାକୁ ଖସିଛି । ରୂପା ମୂଲ୍ୟ ମଧ୍ୟ କିଲୋ ପିଛା 270 ଟଙ୍କା ହ୍ରାସ ପାଇ 62,000 ଟଙ୍କା ହୋଇଛି ।: [1166, 786, 1357, 847]
passport-headline: ପାସପୋର୍ଟ ମେଳା ଆୟୋଜିତ: [1046, 376, 1279, 402]
ioc-body-3: ନୂ ଆ ଦି ଲ୍ଲୀ,7-1 (ପି.ଟି.)- ବିନିଯୋଗ ଭାରତୀୟ ତୈଳ ନିଗମ (ଆଇଓସି) ଓ ଇଞ୍ଜିନିୟରିଂ ଇଣ୍ଡିଆ ଲିମିଟେଡ୍ (ଇଆଇଏଲ)ରୁ ପୁଞ୍ଜି ପ୍ରତ୍ୟାହାର କରିବା ପାଇଁ ସରକାର ନିଷ୍ପତ୍ତି ନେଇଛନ୍ତି । ଚଳିତ ମାସରେ ଏହି ପ୍ରକ୍ରିୟା ଆରମ୍ଭ ହେବ ବୋଲି ସୂଚନା ମିଳିଛି ।: [660, 604, 805, 701]
fx-label: 1 ୟୁରୋ =: [386, 830, 429, 842]
td: Command area survey (Block- F) for S/I of Lower Bhaskel Irrigation Project: [700, 1145, 771, 1182]
eproc-no: No. 924-A:-: [1101, 1250, 1141, 1260]
td: [978, 1071, 1026, 1108]
td: Command area survey (Block- G) for S/I of Lower Bhaskel Irrigation Project: [700, 1183, 771, 1220]
table-header-row: [1102, 1320, 1414, 1348]
eproc-sig3: BHUBANESWAR: [1354, 1407, 1414, 1417]
rbi-logo-icon: [138, 1372, 230, 1464]
eproc-gov: GOVT. OF ODISHA: [1217, 1204, 1298, 1215]
td: 4: [818, 1059, 881, 1071]
fx-label: 1 ପାଉଣ୍ଡ =: [386, 806, 429, 829]
td: Command area survey (Block- E) for S/I of Lower Bhaskel Irrigation Project: [700, 1108, 771, 1145]
ogb-body-a: ଭୁବନେଶ୍ୱର,7-1-ଓଡ଼ିଶା ଗ୍ରାମ୍ୟ ବ୍ୟାଙ୍କର ପ୍ରଥମ ପ୍ରତିଷ୍ଠା ଦିବସ ଏଠାରେ ପାଳନ କରାଯାଇଥିଲା । ଏହି ଅବସରରେ ବ୍ୟାଙ୍କର ଅଧ୍ୟକ୍ଷ ସମେତ ଅନ୍ୟ ଅଧିକାରୀ ଯୋଗ ଦେଇଥିଲେ ।: [17, 595, 129, 680]
passport-body: ମାସମଧ୍ୟରେ 2500ରୁ ଊର୍ଦ୍ଧ୍ୱ ଆବେଦନ ଗ୍ରହଣ କରାଯାଇଛି । 2013 ମସିହାରେ 78,000 ପାସପୋର୍ଟ ପ୍ରଦାନ କରାଯାଇଥିଲା ଓ 2007ରେ 42,000 ଥିଲା । 2014 ମସିହାରେ ମଧ୍ୟ 1 ଲକ୍ଷ ପାସପୋର୍ଟ ପ୍ରଦାନ କରିବାକୁ ଲକ୍ଷ୍ୟ ରଖାଯାଇଛି ।: [1166, 533, 1357, 594]
table-row: [1102, 1348, 1414, 1376]
tender-clause: 11. Engineers contractors desirous to avail exemption of EMD shall have to enclose an affidavit for not having availed this facility in three works during the year 2013-14.: [696, 1582, 1073, 1603]
row-3: [12, 740, 1488, 999]
td: 7: [978, 1059, 1026, 1071]
tender-email: E-Mail : eekoraput@gmail.com: [543, 1240, 653, 1250]
tender-clause: 12. No grace is allowed to SC/ST licensee unless claimed.: [696, 1605, 1073, 1615]
train-photo: [17, 875, 188, 975]
td: [818, 1183, 881, 1220]
gold-body-1: ନୂଆଦିଲ୍ଲୀ,7-1 (ପି.ଟି.)- ମହାନଗରୀରେ ଆଜି ସୁନା ମୂଲ୍ୟ ହ୍ରାସ ପାଇଛି । ଦଶ ଗ୍ରାମ ସୁନା ମୂଲ୍ୟ 45,350 ଟଙ୍କାକୁ ଖସିଛି । ରୂପା ମୂଲ୍ୟ ମଧ୍ୟ କିଲୋ ପିଛା 270 ଟଙ୍କା ହ୍ରାସ ପାଇ 62,000 ଟଙ୍କା ହୋଇଛି ।: [968, 786, 1159, 847]
th: Period of completion: [978, 1022, 1026, 1059]
eproc-code: 32125/11/0013/1314: [1101, 1417, 1161, 1425]
ogb-photo: [17, 431, 367, 551]
stemcor-body-2: ଏହି ଚିଠିରେ ସେ ଉଲ୍ଲେଖ କରିଛନ୍ତି ଯେ ପାରାଦୀପ ଏକ ଗୁରୁତ୍ୱପୂର୍ଣ୍ଣ ବନ୍ଦର ସହର । ଏଠାରେ ଅନେକ ଶିଳ୍ପ ପ୍ରତିଷ୍ଠାନ ରହିଛି । ତେଣୁ ଏଠାକୁ ସିଧାସଳଖ ଟ୍ରେନ ସେବା ଆବଶ୍ୟକ । ଯାତ୍ରୀମାନେ ଏହାଦ୍ୱାରା ବହୁତ ଲାଭବାନ ହେବେ ।: [17, 1216, 237, 1265]
stemcor-kicker: ଷ୍ଟେମକର ଭାରତୀୟ: [54, 1100, 200, 1122]
th: Name of Work: [700, 1022, 771, 1059]
table-row: [1102, 1306, 1414, 1317]
tender-clause: 13. The bid of a successful bidder can be considered as non-responsive in case of failure of completion of any previous work by him or bad performance record & the authority in this case is not bound to award the work.: [696, 1617, 1073, 1648]
ogb-headline: ଓଡ଼ିଶା ଗ୍ରାମ୍ୟ ବ୍ୟାଙ୍କ ପ୍ରଥମ ପ୍ରତିଷ୍ଠା ଦିବସ: [38, 376, 346, 419]
td: 4.29: [771, 1220, 818, 1257]
fx-row: [386, 830, 489, 843]
td: 3: [683, 1145, 700, 1182]
tender-code: 32233/11/0002/1314: [682, 1674, 746, 1682]
td: 1. Office of the Deputy.: [818, 1108, 881, 1145]
td: [1025, 1183, 1072, 1220]
stemcor-headline: ସମ୍ପତ୍ତି ବିକ୍ରି ମାସେ ଘୁଞ୍ଚିଲା: [26, 1122, 228, 1144]
tender-clause: 3. Bids must be delivered in the tender box having Bid Identification No. EEKID -02/2013-14. Bids delivered in the wrong box shall not be taken into consideration.: [696, 1337, 1073, 1358]
epfo-box-title: ଇପିଏଫଓ ସିଦ୍ଧି ବୈଠକ ଯୋଗାଦାନ: [261, 208, 391, 241]
th: Bid Identification No.: [1186, 1320, 1233, 1348]
th: Availability for on line bidding of tender: [1233, 1320, 1298, 1348]
td: 2 (Two) Calendar Months: [978, 1108, 1026, 1145]
fx-value: 102.33 ଟଙ୍କା: [433, 806, 469, 829]
sihfw-ad: [1093, 1439, 1422, 1735]
td: 6: [925, 1059, 977, 1071]
eproc-note: Further details can be seen from the Govt. website www.tendersorissa.gov.in: [1132, 1378, 1383, 1388]
sihfw-body-2: The last date of receive of the sealed tender is on dt.21/01/2014 at 2 pm by speed post/ Regd. Post/ courier only and will be opened on the same day at 3 pm in the office chamber of Director SIHFW(O).Tenders received beyond the scheduled date & time will not be entertained. The agency has to superscribe tender for " " the name of item quoted for on the envelope. Incomplete tender bids must be submitted in separate envelope for each assignment i.e Adivasi Exhibition & Tableaux. The authority reserves the right to reject any or all tenders without assigning reason thereof.: [1101, 1625, 1414, 1695]
td: 2000 /- + 100 /-: [925, 1108, 977, 1145]
td: 4.32: [771, 1108, 818, 1145]
